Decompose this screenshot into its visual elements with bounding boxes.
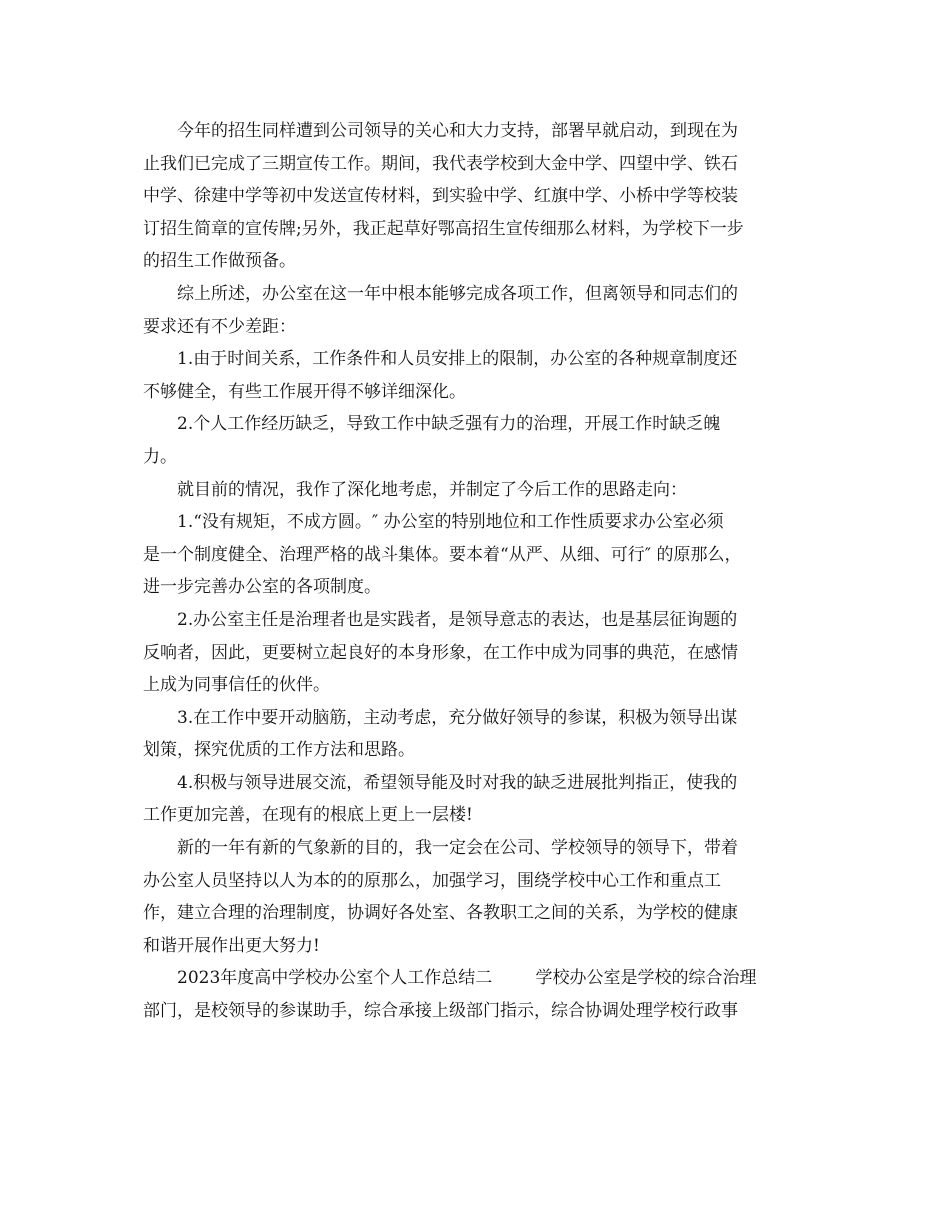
text-line: 新的一年有新的气象新的目的，我一定会在公司、学校领导的领导下，带着: [177, 838, 738, 859]
paragraph: [143, 343, 808, 408]
paragraph: [143, 278, 808, 343]
text-line: 订招生简章的宣传牌;另外，我正起草好鄂高招生宣传细那么材料，为学校下一步: [143, 218, 744, 239]
document-body: [143, 115, 808, 1028]
text-line: 不够健全，有些工作展开得不够详细深化。: [143, 381, 466, 402]
text-line: 上成为同事信任的伙伴。: [143, 675, 330, 696]
text-line: 工作更加完善，在现有的根底上更上一层楼!: [143, 805, 473, 826]
paragraph: [143, 408, 808, 473]
paragraph: [143, 767, 808, 832]
text-line: 进一步完善办公室的各项制度。: [143, 577, 381, 598]
text-line: 是一个制度健全、治理严格的战斗集体。要本着“从严、从细、可行″ 的原那么，: [143, 544, 742, 565]
paragraph: [143, 832, 808, 962]
paragraph: [143, 506, 808, 604]
text-line: 止我们已完成了三期宣传工作。期间，我代表学校到大金中学、四望中学、铁石: [143, 153, 738, 174]
text-line: 3.在工作中要开动脑筋，主动考虑，充分做好领导的参谋，积极为领导出谋: [177, 707, 738, 728]
paragraph: [143, 604, 808, 702]
text-line: 2023年度高中学校办公室个人工作总结二 学校办公室是学校的综合治理: [177, 968, 757, 989]
text-line: 作，建立合理的治理制度，协调好各处室、各教职工之间的关系，为学校的健康: [143, 903, 738, 924]
text-line: 2.个人工作经历缺乏，导致工作中缺乏强有力的治理，开展工作时缺乏魄: [177, 414, 721, 435]
paragraph: [143, 702, 808, 767]
text-line: 综上所述，办公室在这一年中根本能够完成各项工作，但离领导和同志们的: [177, 283, 738, 304]
text-line: 1.由于时间关系，工作条件和人员安排上的限制，办公室的各种规章制度还: [177, 349, 738, 370]
text-line: 就目前的情况，我作了深化地考虑，并制定了今后工作的思路走向：: [177, 479, 687, 500]
text-line: 今年的招生同样遭到公司领导的关心和大力支持，部署早就启动，到现在为: [177, 121, 738, 141]
text-line: 力。: [143, 446, 177, 467]
text-line: 部门，是校领导的参谋助手，综合承接上级部门指示，综合协调处理学校行政事: [143, 1001, 738, 1022]
text-line: 办公室人员坚持以人为本的的原那么，加强学习，围绕学校中心工作和重点工: [143, 870, 721, 891]
paragraph: [143, 115, 808, 278]
text-line: 和谐开展作出更大努力!: [143, 935, 320, 956]
text-line: 4.积极与领导进展交流，希望领导能及时对我的缺乏进展批判指正，使我的: [177, 772, 738, 793]
text-line: 中学、徐建中学等初中发送宣传材料，到实验中学、红旗中学、小桥中学等校装: [143, 186, 738, 207]
paragraph: [143, 474, 808, 507]
text-line: 反响者，因此，更要树立起良好的本身形象，在工作中成为同事的典范，在感情: [143, 642, 738, 663]
text-line: 的招生工作做预备。: [143, 251, 296, 272]
paragraph: [143, 962, 808, 1027]
text-line: 要求还有不少差距：: [143, 316, 296, 337]
text-line: 划策，探究优质的工作方法和思路。: [143, 740, 415, 761]
text-line: 2.办公室主任是治理者也是实践者，是领导意志的表达，也是基层征询题的: [177, 609, 738, 630]
text-line: 1.“没有规矩，不成方圆。″ 办公室的特别地位和工作性质要求办公室必须: [177, 512, 724, 533]
